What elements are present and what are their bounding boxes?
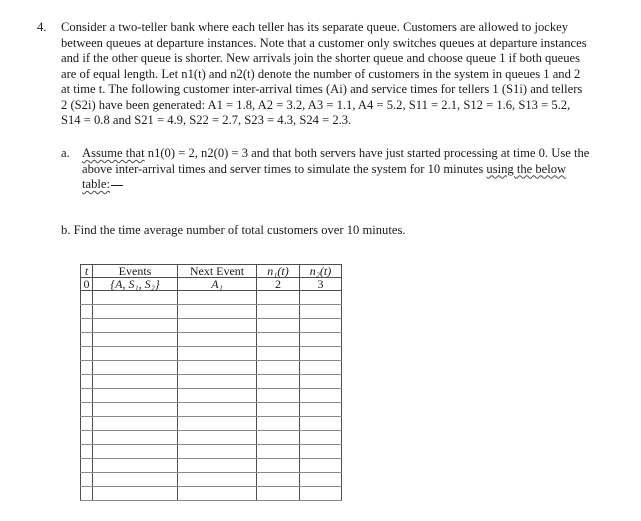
part-a-line-2 xyxy=(82,162,617,178)
cell-next-event xyxy=(178,473,257,487)
cell-events xyxy=(93,347,178,361)
cell-n2 xyxy=(300,319,342,333)
using-below-text: using the below xyxy=(486,161,567,176)
cell-n1 xyxy=(257,487,300,501)
cell-events xyxy=(93,291,178,305)
cell-next-event xyxy=(178,291,257,305)
cell-next-event xyxy=(178,375,257,389)
table-row xyxy=(81,389,342,403)
cell-events xyxy=(93,417,178,431)
cell-events: {A, S₁, S₂} xyxy=(93,278,178,291)
cell-n1 xyxy=(257,347,300,361)
table-row xyxy=(81,347,342,361)
part-a-line-2-text: above inter-arrival times and server times to simulate the system for 10 minutes xyxy=(82,161,487,176)
cell-t xyxy=(81,291,93,305)
cell-t xyxy=(81,389,93,403)
cell-next-event xyxy=(178,333,257,347)
cell-n1 xyxy=(257,305,300,319)
cell-next-event xyxy=(178,431,257,445)
cell-n1 xyxy=(257,389,300,403)
cell-n2 xyxy=(300,389,342,403)
cell-n1 xyxy=(257,319,300,333)
part-a-line-1-rest: n1(0) = 2, n2(0) = 3 and that both servers have just started processing at time 0. Use the xyxy=(144,146,590,160)
cell-n2 xyxy=(300,473,342,487)
part-a-line-1 xyxy=(82,146,617,162)
table-row xyxy=(81,305,342,319)
cell-t xyxy=(81,459,93,473)
cell-t xyxy=(81,347,93,361)
cell-events xyxy=(93,459,178,473)
table-row xyxy=(81,333,342,347)
cell-n2 xyxy=(300,403,342,417)
paragraph-line: at time t. The following customer inter-arrival times (Ai) and service times for tellers 1 (S1i) and tellers xyxy=(61,82,583,96)
cell-n2 xyxy=(300,305,342,319)
cell-events xyxy=(93,473,178,487)
table-header-row xyxy=(81,265,342,278)
header-n1: n₁(t) xyxy=(257,265,300,278)
cell-events xyxy=(93,375,178,389)
table-row xyxy=(81,375,342,389)
cell-t xyxy=(81,445,93,459)
cell-next-event xyxy=(178,445,257,459)
cell-events xyxy=(93,431,178,445)
question-number: 4. xyxy=(37,20,47,34)
part-a-text xyxy=(82,146,617,193)
cell-n2: 3 xyxy=(300,278,342,291)
header-events: Events xyxy=(93,265,178,278)
paragraph-line: S14 = 0.8 and S21 = 4.9, S22 = 2.7, S23 = 4.3, S24 = 2.3. xyxy=(61,113,352,127)
part-a-label: a. xyxy=(61,146,70,160)
cell-n2 xyxy=(300,417,342,431)
cell-n1 xyxy=(257,459,300,473)
cell-t xyxy=(81,487,93,501)
cell-n2 xyxy=(300,445,342,459)
table-row xyxy=(81,417,342,431)
cell-n2 xyxy=(300,487,342,501)
header-n2: n₂(t) xyxy=(300,265,342,278)
table-row xyxy=(81,291,342,305)
cell-next-event xyxy=(178,361,257,375)
cell-n1 xyxy=(257,473,300,487)
cell-next-event xyxy=(178,459,257,473)
cell-events xyxy=(93,403,178,417)
cell-n1 xyxy=(257,333,300,347)
assume-that-text: Assume that xyxy=(82,146,145,160)
table-row xyxy=(81,431,342,445)
cell-next-event xyxy=(178,403,257,417)
cell-t xyxy=(81,319,93,333)
paragraph-line: and if the other queue is shorter. New arrivals join the shorter queue and choose queue 1 if both queues xyxy=(61,51,580,65)
cell-events xyxy=(93,305,178,319)
paragraph-line: 2 (S2i) have been generated: A1 = 1.8, A2 = 3.2, A3 = 1.1, A4 = 5.2, S11 = 2.1, S12 = 1.6, S13 = 5.2, xyxy=(61,97,571,112)
header-next-event: Next Event xyxy=(178,265,257,278)
cell-n1 xyxy=(257,291,300,305)
cell-n1: 2 xyxy=(257,278,300,291)
table-word: table: xyxy=(82,177,110,191)
cell-events xyxy=(93,319,178,333)
cell-next-event xyxy=(178,305,257,319)
cell-n2 xyxy=(300,361,342,375)
cell-t xyxy=(81,305,93,319)
table-row xyxy=(81,319,342,333)
cell-n1 xyxy=(257,445,300,459)
table-row xyxy=(81,487,342,501)
cell-n2 xyxy=(300,291,342,305)
table-row xyxy=(81,403,342,417)
table-row xyxy=(81,445,342,459)
cell-t xyxy=(81,473,93,487)
cell-t xyxy=(81,333,93,347)
cell-n2 xyxy=(300,347,342,361)
cell-events xyxy=(93,333,178,347)
cell-events xyxy=(93,487,178,501)
cell-n1 xyxy=(257,431,300,445)
cell-events xyxy=(93,361,178,375)
cell-t xyxy=(81,361,93,375)
table-row xyxy=(81,459,342,473)
cell-t xyxy=(81,417,93,431)
paragraph-line: between queues at departure instances. Note that a customer only switches queues at departure instances xyxy=(61,35,587,50)
table-row xyxy=(81,361,342,375)
cell-next-event xyxy=(178,389,257,403)
cell-next-event xyxy=(178,487,257,501)
question-paragraph xyxy=(61,20,617,129)
cell-n1 xyxy=(257,403,300,417)
simulation-table xyxy=(80,264,342,501)
header-t: t xyxy=(81,265,93,278)
cell-n2 xyxy=(300,375,342,389)
cell-t xyxy=(81,375,93,389)
cell-n1 xyxy=(257,417,300,431)
cell-t xyxy=(81,403,93,417)
cell-t: 0 xyxy=(81,278,93,291)
table-row xyxy=(81,473,342,487)
cell-next-event xyxy=(178,347,257,361)
cell-n1 xyxy=(257,361,300,375)
cell-n1 xyxy=(257,375,300,389)
paragraph-line: Consider a two-teller bank where each teller has its separate queue. Customers are allowed to jockey xyxy=(61,20,569,34)
cell-next-event xyxy=(178,319,257,333)
cell-next-event: A₁ xyxy=(178,278,257,291)
cell-events xyxy=(93,389,178,403)
cell-events xyxy=(93,445,178,459)
part-a-line-3 xyxy=(82,177,617,193)
cell-n2 xyxy=(300,431,342,445)
paragraph-line: are of equal length. Let n1(t) and n2(t) denote the number of customers in the system in queues 1 and 2 xyxy=(61,66,581,81)
cell-n2 xyxy=(300,333,342,347)
part-b-text: b. Find the time average number of total customers over 10 minutes. xyxy=(61,223,406,237)
cell-t xyxy=(81,431,93,445)
cell-n2 xyxy=(300,459,342,473)
cell-next-event xyxy=(178,417,257,431)
dash-mark xyxy=(111,185,123,186)
table-row xyxy=(81,278,342,291)
